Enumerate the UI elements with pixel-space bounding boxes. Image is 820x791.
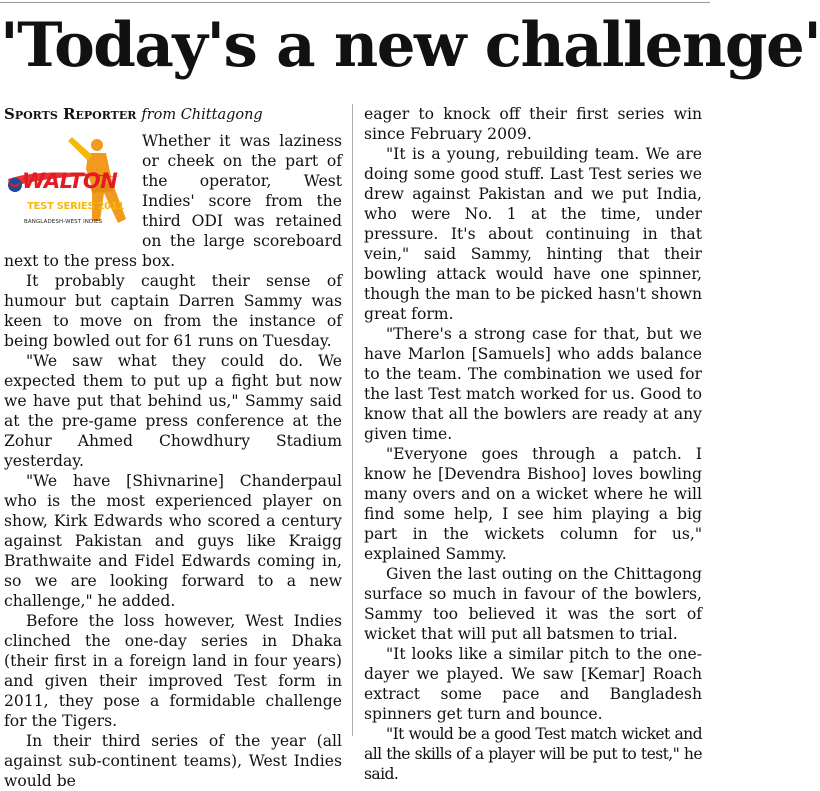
logo-series-label: TEST SERIES 2011	[27, 201, 125, 212]
logo-wordmark: WALTON	[22, 169, 118, 193]
article-paragraph: "It looks like a similar pitch to the one-dayer we played. We saw [Kemar] Roach extract some pace and Bangladesh spinners get turn and bounce.	[364, 645, 702, 723]
article-paragraph: "We saw what they could do. We expected them to put up a fight but now we have put that behind us," Sammy said at the pre-game press conference at the Zohur Ahmed Chowdhury Stadium yesterday.	[4, 352, 342, 470]
article-paragraph: Before the loss however, West Indies clinched the one-day series in Dhaka (their first in a foreign land in four years) and given their improved Test form in 2011, they pose a formidable challenge for the Tigers.	[4, 612, 342, 730]
right-column	[364, 104, 702, 784]
walton-test-series-logo	[2, 133, 136, 243]
article-paragraph: "It would be a good Test match wicket and all the skills of a player will be put to test," he said.	[364, 725, 702, 783]
article-paragraph: "Everyone goes through a patch. I know he [Devendra Bishoo] loves bowling many overs and on a wicket where he will find some help, I see him playing a big part in the wickets column for us," explained Sammy.	[364, 445, 702, 563]
byline-from: from Chittagong	[141, 107, 263, 123]
byline	[4, 104, 342, 125]
article-paragraph: Given the last outing on the Chittagong surface so much in favour of the bowlers, Sammy too believed it was the sort of wicket that will put all batsmen to trial.	[364, 565, 702, 643]
left-column	[4, 104, 342, 791]
logo-subtitle: BANGLADESH-WEST INDIES	[24, 219, 103, 225]
article-paragraph: "There's a strong case for that, but we have Marlon [Samuels] who adds balance to the team. The combination we used for the last Test match worked for us. Good to know that all the bowlers are ready at any given time.	[364, 325, 702, 443]
article-paragraph: In their third series of the year (all against sub-continent teams), West Indies would be	[4, 732, 342, 790]
byline-name: Sports Reporter	[4, 105, 137, 123]
column-divider	[352, 104, 353, 736]
article-paragraph: "It is a young, rebuilding team. We are doing some good stuff. Last Test series we drew against Pakistan and we put India, who were No. 1 at the time, under pressure. It's about continuing in that vein," said Sammy, hinting that their bowling attack would have one spinner, though the man to be picked hasn't shown great form.	[364, 145, 702, 323]
article-paragraph: eager to knock off their first series win since February 2009.	[364, 105, 702, 143]
article-paragraph: Whether it was laziness or cheek on the part of the operator, West Indies' score from the third ODI was retained on the large scoreboard next to the press box.	[4, 132, 342, 270]
top-rule	[0, 2, 710, 3]
headline: 'Today's a new challenge'	[0, 10, 820, 81]
article-paragraph: "We have [Shivnarine] Chanderpaul who is the most experienced player on show, Kirk Edwards who scored a century against Pakistan and guys like Kraigg Brathwaite and Fidel Edwards coming in, so we are looking forward to a new challenge," he added.	[4, 472, 342, 610]
article-paragraph: It probably caught their sense of humour but captain Darren Sammy was keen to move on from the instance of being bowled out for 61 runs on Tuesday.	[4, 272, 342, 350]
